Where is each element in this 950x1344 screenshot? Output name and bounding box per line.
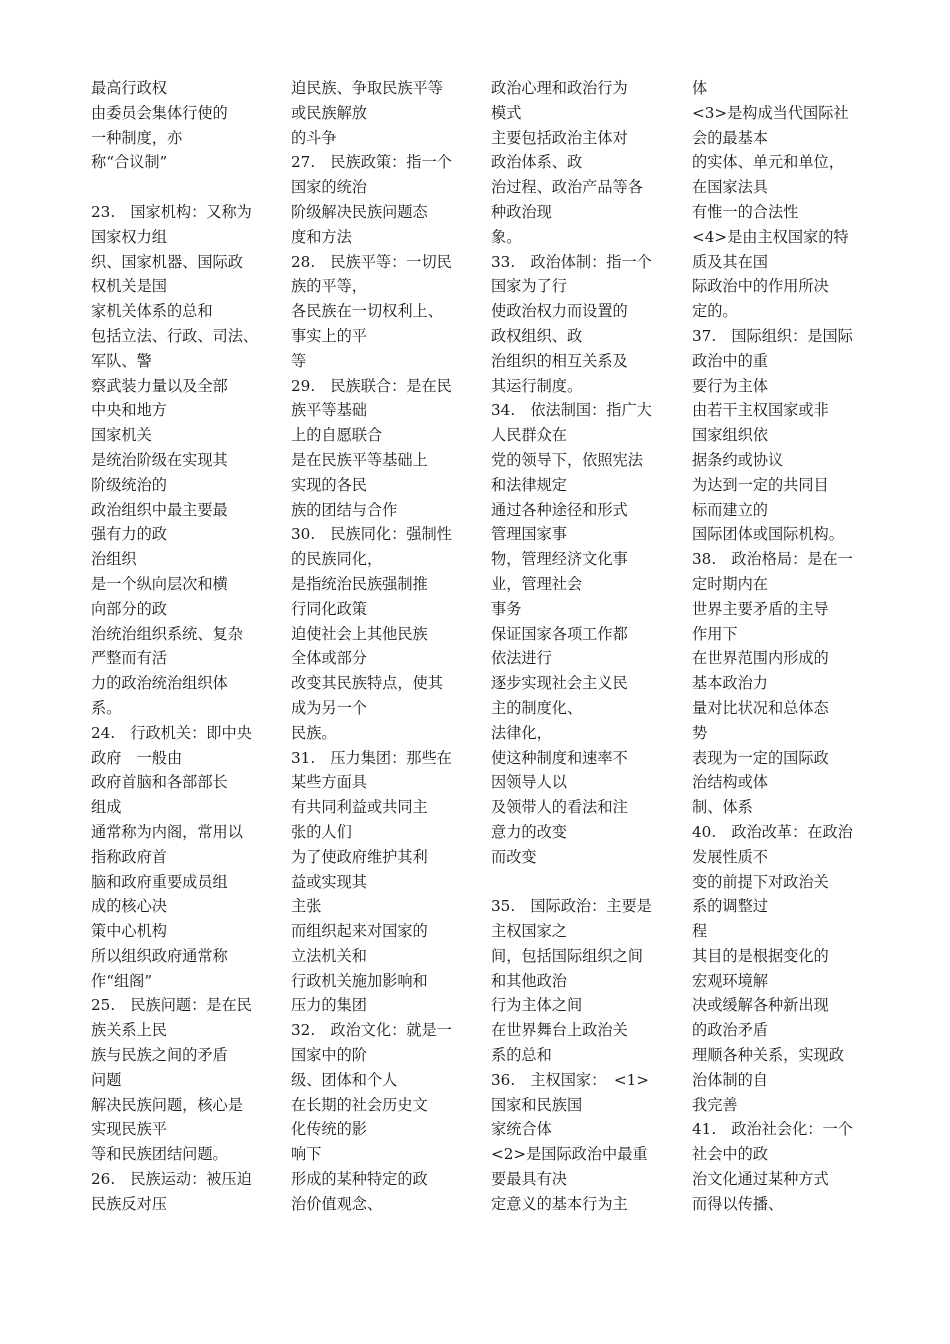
text-line: 使政治权力而设置的	[491, 302, 628, 321]
text-line: 理顺各种关系，实现政	[692, 1046, 844, 1065]
text-line: 35. 国际政治：主要是	[491, 897, 652, 916]
text-line: 系的总和	[491, 1046, 552, 1065]
text-line: 宏观环境解	[692, 971, 768, 990]
text-line: 包括立法、行政、司法、	[91, 326, 259, 345]
text-line: 主要包括政治主体对	[491, 128, 628, 147]
text-line: 向部分的政	[91, 599, 167, 618]
text-line: 上的自愿联合	[291, 426, 383, 445]
text-line: 策中心机构	[91, 922, 167, 941]
text-line: 的斗争	[291, 128, 337, 147]
text-line: 治组织的相互关系及	[491, 351, 628, 370]
text-line: 实现民族平	[91, 1120, 167, 1139]
text-line: 发展性质不	[692, 847, 768, 866]
text-line: 某些方面具	[291, 773, 367, 792]
text-line: 其目的是根据变化的	[692, 946, 829, 965]
text-line: 为达到一定的共同目	[692, 475, 829, 494]
text-line: 国际团体或国际机构。	[692, 525, 844, 544]
text-line: 法律化，	[491, 723, 552, 742]
text-line: 和其他政治	[491, 971, 567, 990]
text-line: 力的政治统治组织体	[91, 674, 228, 693]
text-line: 由委员会集体行使的	[91, 103, 228, 122]
text-line: 成为另一个	[291, 698, 367, 717]
text-line: 权机关是国	[91, 277, 167, 296]
text-line: 41. 政治社会化：一个	[692, 1120, 853, 1139]
text-line: 作用下	[692, 624, 738, 643]
text-line: 张的人们	[291, 822, 352, 841]
text-line: 指称政府首	[91, 847, 167, 866]
text-line: 民族。	[291, 723, 337, 742]
text-line: 政府首脑和各部部长	[91, 773, 228, 792]
text-line: 人民群众在	[491, 426, 567, 445]
text-line: 治体制的自	[692, 1070, 768, 1089]
text-line: 化传统的影	[291, 1120, 367, 1139]
text-line: 族平等基础	[291, 401, 367, 420]
text-line: 全体或部分	[291, 649, 367, 668]
text-line: 组成	[91, 798, 122, 817]
text-line: 据条约或协议	[692, 450, 784, 469]
text-line: 40. 政治改革：在政治	[692, 822, 853, 841]
text-line: 通过各种途径和形式	[491, 500, 628, 519]
text-line: 迫使社会上其他民族	[291, 624, 428, 643]
text-line: 25. 民族问题：是在民	[91, 996, 252, 1015]
text-line: 行为主体之间	[491, 996, 583, 1015]
text-line: 称“合议制”	[91, 153, 168, 172]
text-line	[491, 870, 663, 895]
text-line: 问题	[91, 1070, 122, 1089]
text-line: 国家组织依	[692, 426, 768, 445]
text-line: 量对比状况和总体态	[692, 698, 829, 717]
text-line: 所以组织政府通常称	[91, 946, 228, 965]
text-line: 压力的集团	[291, 996, 367, 1015]
text-line: 强有力的政	[91, 525, 167, 544]
text-line: 32. 政治文化：就是一	[291, 1021, 452, 1040]
text-line: 度和方法	[291, 227, 352, 246]
text-line: 家机关体系的总和	[91, 302, 213, 321]
text-line: 治文化通过某种方式	[692, 1170, 829, 1189]
text-line: 国家的统治	[291, 178, 367, 197]
text-line: 业，管理社会	[491, 574, 583, 593]
text-line: 政权组织、政	[491, 326, 583, 345]
text-line: 政治中的重	[692, 351, 768, 370]
text-line: 响下	[291, 1145, 322, 1164]
text-line: 形成的某种特定的政	[291, 1170, 428, 1189]
text-line: 政府 一般由	[91, 748, 183, 767]
text-line: 34. 依法制国：指广大	[491, 401, 652, 420]
text-line: 有惟一的合法性	[692, 202, 799, 221]
text-line: 为了使政府维护其利	[291, 847, 428, 866]
text-line: 系的调整过	[692, 897, 768, 916]
text-line: 定时期内在	[692, 574, 768, 593]
text-line: 及领带人的看法和注	[491, 798, 628, 817]
text-line: 治结构或体	[692, 773, 768, 792]
text-line: 模式	[491, 103, 522, 122]
text-line: 因领导人以	[491, 773, 567, 792]
text-line: 而得以传播、	[692, 1194, 784, 1213]
text-line: 政治体系、政	[491, 153, 583, 172]
text-line: 成的核心决	[91, 897, 167, 916]
text-line: 表现为一定的国际政	[692, 748, 829, 767]
text-line: 标而建立的	[692, 500, 768, 519]
text-line: <3>是构成当代国际社	[692, 103, 849, 122]
text-line: 事务	[491, 599, 522, 618]
text-line: 而改变	[491, 847, 537, 866]
text-line: 定意义的基本行为主	[491, 1194, 628, 1213]
text-line: 党的领导下，依照宪法	[491, 450, 643, 469]
text-line: 程	[692, 922, 708, 941]
text-line: 保证国家各项工作都	[491, 624, 628, 643]
text-line: 使这种制度和速率不	[491, 748, 628, 767]
text-line: 治过程、政治产品等各	[491, 178, 643, 197]
text-line: 族关系上民	[91, 1021, 167, 1040]
text-line: 一种制度，亦	[91, 128, 183, 147]
text-line: 主张	[291, 897, 322, 916]
text-line: 民族反对压	[91, 1194, 167, 1213]
text-column-3	[491, 76, 663, 1217]
text-line: 族的团结与合作	[291, 500, 398, 519]
text-line: 有共同利益或共同主	[291, 798, 428, 817]
text-line: 37. 国际组织：是国际	[692, 326, 853, 345]
text-line: 行同化政策	[291, 599, 367, 618]
text-line: 36. 主权国家： <1>	[491, 1070, 649, 1089]
text-line: 物，管理经济文化事	[491, 550, 628, 569]
text-line: 级、团体和个人	[291, 1070, 398, 1089]
text-line: 象。	[491, 227, 522, 246]
text-line: 和法律规定	[491, 475, 567, 494]
text-line: 在国家法具	[692, 178, 768, 197]
text-line: 通常称为内阁，常用以	[91, 822, 243, 841]
text-line: 我完善	[692, 1095, 738, 1114]
text-line: 意力的改变	[491, 822, 567, 841]
text-line: 决或缓解各种新出现	[692, 996, 829, 1015]
text-line: 改变其民族特点，使其	[291, 674, 443, 693]
text-line: 族的平等，	[291, 277, 367, 296]
text-line: 政治心理和政治行为	[491, 79, 628, 97]
text-line: 23. 国家机构：又称为	[91, 202, 252, 221]
text-line: 种政治现	[491, 202, 552, 221]
text-line: 国家中的阶	[291, 1046, 367, 1065]
text-line: 间，包括国际组织之间	[491, 946, 643, 965]
text-line: 由若干主权国家或非	[692, 401, 829, 420]
text-line: 29. 民族联合：是在民	[291, 376, 452, 395]
text-line: 系。	[91, 698, 122, 717]
text-line: 最高行政权	[91, 79, 167, 97]
text-line: 制、体系	[692, 798, 753, 817]
text-line: 31. 压力集团：那些在	[291, 748, 452, 767]
text-line: 政治组织中最主要最	[91, 500, 228, 519]
text-line: 事实上的平	[291, 326, 367, 345]
text-line: 要最具有决	[491, 1170, 567, 1189]
text-column-1	[91, 76, 263, 1217]
text-line: 在世界舞台上政治关	[491, 1021, 628, 1040]
text-line: 依法进行	[491, 649, 552, 668]
text-line: 世界主要矛盾的主导	[692, 599, 829, 618]
text-line: 势	[692, 723, 708, 742]
text-line: 在世界范围内形成的	[692, 649, 829, 668]
text-line: 脑和政府重要成员组	[91, 872, 228, 891]
text-line: 治价值观念、	[291, 1194, 383, 1213]
text-line: 际政治中的作用所决	[692, 277, 829, 296]
text-line: 定的。	[692, 302, 738, 321]
text-line: 中央和地方	[91, 401, 167, 420]
text-line: 要行为主体	[692, 376, 768, 395]
text-line: 国家为了行	[491, 277, 567, 296]
text-line: 会的最基本	[692, 128, 768, 147]
text-line: 24. 行政机关：即中央	[91, 723, 252, 742]
text-line: 织、国家机器、国际政	[91, 252, 243, 271]
text-line: 立法机关和	[291, 946, 367, 965]
text-line: <2>是国际政治中最重	[491, 1145, 648, 1164]
text-line: 行政机关施加影响和	[291, 971, 428, 990]
text-line: 治组织	[91, 550, 137, 569]
text-line: 国家机关	[91, 426, 152, 445]
text-line: 国家和民族国	[491, 1095, 583, 1114]
text-line: 其运行制度。	[491, 376, 583, 395]
text-line: 察武装力量以及全部	[91, 376, 228, 395]
text-line: 家统合体	[491, 1120, 552, 1139]
text-column-4	[692, 76, 864, 1217]
text-line: 国家权力组	[91, 227, 167, 246]
text-line: 益或实现其	[291, 872, 367, 891]
text-line: 军队、警	[91, 351, 152, 370]
text-line: 或民族解放	[291, 103, 367, 122]
text-line: 是在民族平等基础上	[291, 450, 428, 469]
text-line: 在长期的社会历史文	[291, 1095, 428, 1114]
text-line: 治统治组织系统、复杂	[91, 624, 243, 643]
text-line: 解决民族问题，核心是	[91, 1095, 243, 1114]
text-line: 实现的各民	[291, 475, 367, 494]
text-line: 38. 政治格局：是在一	[692, 550, 853, 569]
text-line: 严整而有活	[91, 649, 167, 668]
text-line: 是一个纵向层次和横	[91, 574, 228, 593]
text-line: 等和民族团结问题。	[91, 1145, 228, 1164]
text-line: 管理国家事	[491, 525, 567, 544]
text-line: 族与民族之间的矛盾	[91, 1046, 228, 1065]
text-line: 30. 民族同化：强制性	[291, 525, 452, 544]
text-line: 的政治矛盾	[692, 1021, 768, 1040]
text-line: 主权国家之	[491, 922, 567, 941]
text-line: 主的制度化、	[491, 698, 583, 717]
text-line: 33. 政治体制：指一个	[491, 252, 652, 271]
text-line: 逐步实现社会主义民	[491, 674, 628, 693]
text-line	[91, 175, 263, 200]
text-line: 而组织起来对国家的	[291, 922, 428, 941]
text-line: 质及其在国	[692, 252, 768, 271]
text-line: 体	[692, 79, 708, 97]
text-line: 是统治阶级在实现其	[91, 450, 228, 469]
text-line: 26. 民族运动：被压迫	[91, 1170, 252, 1189]
text-line: 的实体、单元和单位，	[692, 153, 844, 172]
text-line: 基本政治力	[692, 674, 768, 693]
text-line: 阶级解决民族问题态	[291, 202, 428, 221]
text-line: 迫民族、争取民族平等	[291, 79, 443, 97]
text-line: 作“组阁”	[91, 971, 153, 990]
text-line: 社会中的政	[692, 1145, 768, 1164]
text-line: 的民族同化，	[291, 550, 383, 569]
text-line: 是指统治民族强制推	[291, 574, 428, 593]
text-column-2	[291, 76, 463, 1217]
text-line: 变的前提下对政治关	[692, 872, 829, 891]
text-line: 28. 民族平等：一切民	[291, 252, 452, 271]
text-line: 各民族在一切权利上、	[291, 302, 443, 321]
text-line: <4>是由主权国家的特	[692, 227, 849, 246]
text-line: 阶级统治的	[91, 475, 167, 494]
text-line: 27. 民族政策：指一个	[291, 153, 452, 172]
text-line: 等	[291, 351, 307, 370]
